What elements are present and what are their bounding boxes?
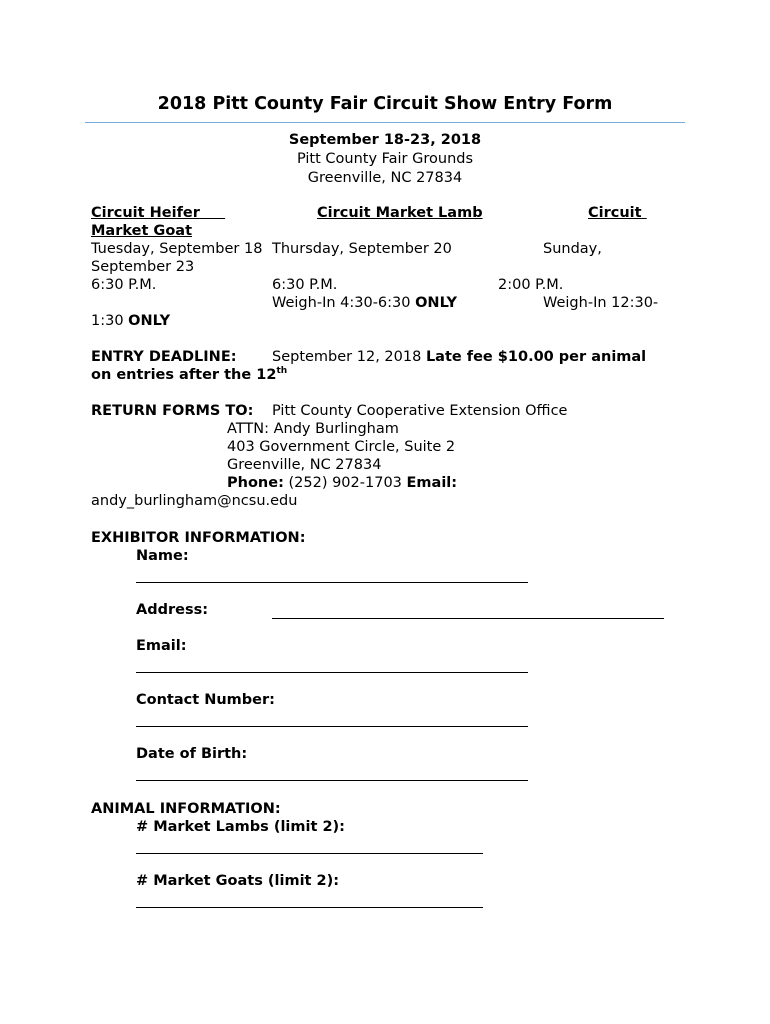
goat-show-day-part1: Sunday, (543, 241, 602, 257)
name-field[interactable] (136, 582, 528, 583)
market-lambs-field[interactable] (136, 853, 483, 854)
lamb-weigh-in: Weigh-In 4:30-6:30 ONLY (272, 295, 458, 311)
goat-show-time: 2:00 P.M. (498, 277, 564, 293)
deadline-label: ENTRY DEADLINE: (91, 349, 237, 365)
return-label: RETURN FORMS TO: (91, 403, 254, 419)
return-city: Greenville, NC 27834 (227, 457, 382, 473)
heifer-show-time: 6:30 P.M. (91, 277, 157, 293)
deadline-date-line: September 12, 2018 Late fee $10.00 per animal (272, 349, 647, 365)
market-lambs-label: # Market Lambs (limit 2): (136, 819, 345, 835)
return-email[interactable]: andy_burlingham@ncsu.edu (91, 493, 298, 509)
name-label: Name: (136, 548, 189, 564)
form-title: 2018 Pitt County Fair Circuit Show Entry Form (157, 94, 613, 114)
event-venue: Pitt County Fair Grounds (296, 151, 474, 167)
lamb-show-day: Thursday, September 20 (272, 241, 452, 257)
goat-show-name-part2: Market Goat (91, 223, 193, 239)
return-phone-line: Phone: (252) 902-1703 Email: (227, 475, 458, 491)
date-of-birth-label: Date of Birth: (136, 746, 248, 762)
contact-number-field[interactable] (136, 726, 528, 727)
event-dates: September 18-23, 2018 (288, 132, 482, 148)
goat-show-name-part1: Circuit (588, 205, 642, 221)
title-divider (85, 122, 685, 123)
date-of-birth-field[interactable] (136, 780, 528, 781)
event-city: Greenville, NC 27834 (307, 170, 463, 186)
animal-heading: ANIMAL INFORMATION: (91, 801, 281, 817)
contact-number-label: Contact Number: (136, 692, 275, 708)
address-field[interactable] (272, 618, 664, 619)
late-fee-continued: on entries after the 12th (91, 366, 288, 383)
return-attn: ATTN: Andy Burlingham (227, 421, 399, 437)
return-street: 403 Government Circle, Suite 2 (227, 439, 456, 455)
lamb-show-time: 6:30 P.M. (272, 277, 338, 293)
goat-weigh-in-part2: 1:30 ONLY (91, 313, 171, 329)
exhibitor-heading: EXHIBITOR INFORMATION: (91, 530, 306, 546)
goat-weigh-in-part1: Weigh-In 12:30- (543, 295, 659, 311)
email-field[interactable] (136, 672, 528, 673)
return-office: Pitt County Cooperative Extension Office (272, 403, 568, 419)
market-goats-label: # Market Goats (limit 2): (136, 873, 340, 889)
lamb-show-name: Circuit Market Lamb (317, 205, 483, 221)
market-goats-field[interactable] (136, 907, 483, 908)
heifer-show-name: Circuit Heifer (91, 205, 200, 221)
heifer-show-day: Tuesday, September 18 (91, 241, 263, 257)
goat-show-day-part2: September 23 (91, 259, 195, 275)
address-label: Address: (136, 602, 209, 618)
email-label: Email: (136, 638, 187, 654)
